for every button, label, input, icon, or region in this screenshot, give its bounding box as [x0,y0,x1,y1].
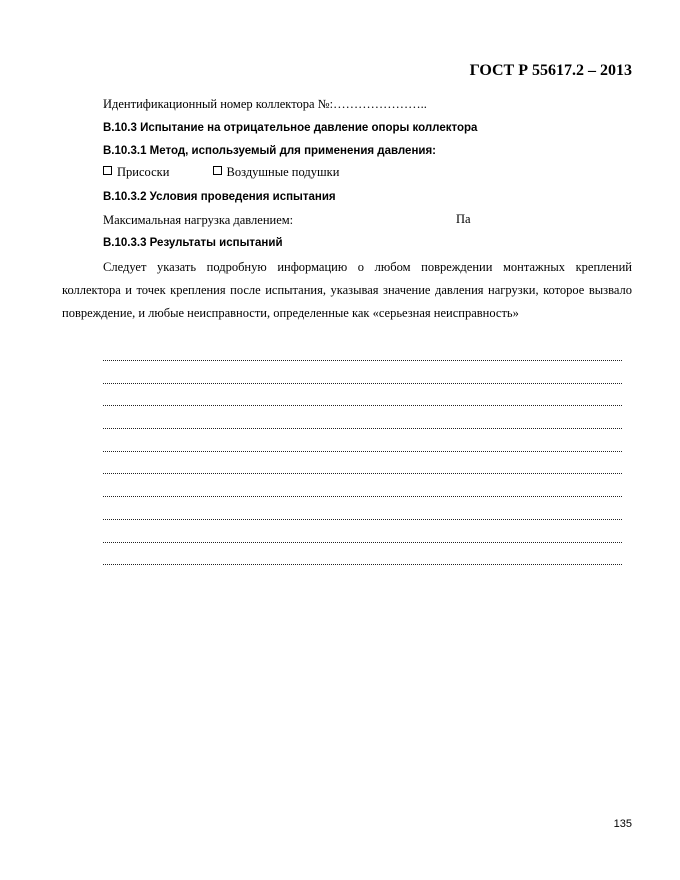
collector-id-label: Идентификационный номер коллектора №:………………….. [103,97,427,111]
blank-entry-line[interactable] [103,530,622,553]
blank-entry-line[interactable] [103,439,622,462]
blank-entry-line[interactable] [103,484,622,507]
option-suction-cups[interactable] [103,165,169,180]
blank-entry-line[interactable] [103,371,622,394]
max-load-unit: Па [456,212,471,226]
results-paragraph: Следует указать подробную информацию о любом повреждении монтажных креплений коллектора и точек крепления после испытания, указывая значение давления нагрузки, которое вызвало повреждение, и любые неисправности, определенные как «серьезная неисправность» [62,260,632,320]
blank-entry-line[interactable] [103,393,622,416]
document-code-header: ГОСТ Р 55617.2 – 2013 [469,62,632,79]
section-title-b1033: В.10.3 Испытание на отрицательное давление опоры коллектора [103,122,478,134]
page-number: 135 [613,818,632,830]
method-options [103,165,339,180]
blank-entry-line[interactable] [103,461,622,484]
blank-entry-line[interactable] [103,416,622,439]
blank-entry-lines [103,348,622,575]
results-title: В.10.3.3 Результаты испытаний [103,237,283,249]
checkbox-icon[interactable] [213,166,222,175]
blank-entry-line[interactable] [103,348,622,371]
conditions-title: В.10.3.2 Условия проведения испытания [103,191,336,203]
method-title: В.10.3.1 Метод, используемый для применения давления: [103,145,437,157]
blank-entry-line[interactable] [103,507,622,530]
option-label: Воздушные подушки [226,165,340,179]
option-label: Присоски [117,165,170,179]
option-air-cushions[interactable] [213,165,340,180]
checkbox-icon[interactable] [103,166,112,175]
blank-entry-line[interactable] [103,552,622,575]
max-load-label: Максимальная нагрузка давлением: [103,213,294,227]
